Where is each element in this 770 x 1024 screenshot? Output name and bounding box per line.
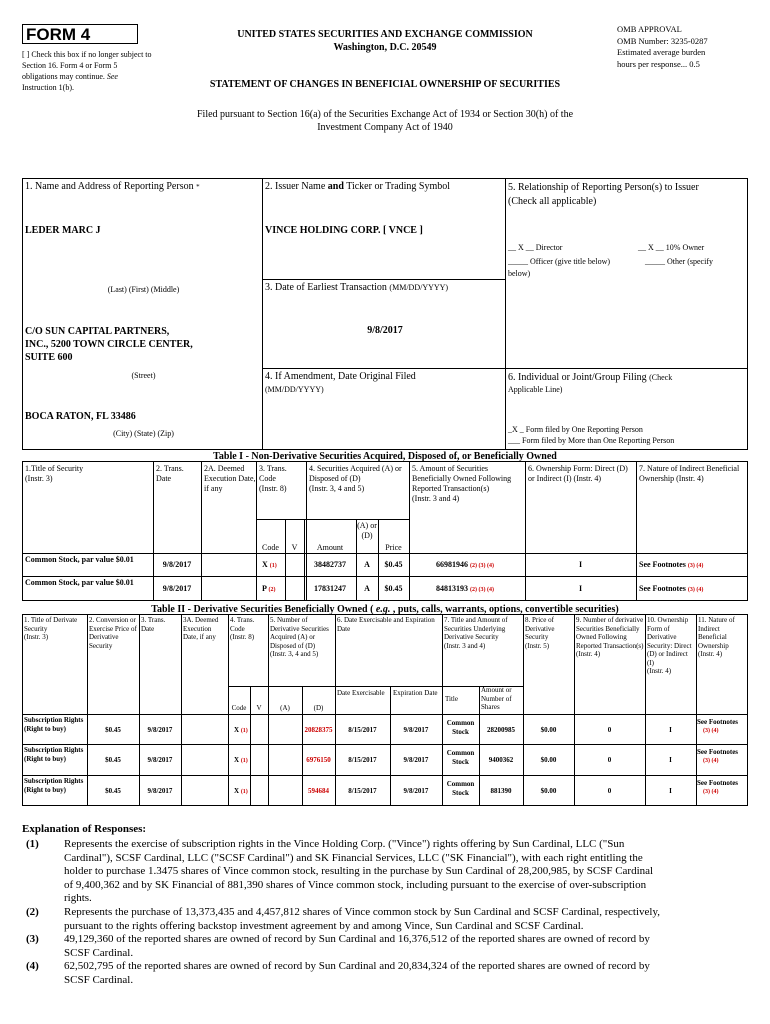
t2-h-conversion: 2. Conversion or Exercise Price of Derivative Security bbox=[89, 616, 137, 650]
t2-cell-price: $0.00 bbox=[540, 726, 557, 734]
t2-cell-disposed: 594684 bbox=[308, 787, 329, 795]
t2-sub-a: (A) bbox=[280, 704, 290, 712]
table-row bbox=[22, 776, 748, 806]
t2-cell-form: I bbox=[669, 787, 672, 795]
t2-h-underlying: 7. Title and Amount of Securities Underlying Derivative Security (Instr. 3 and 4) bbox=[444, 616, 508, 650]
t2-cell-code: X (1) bbox=[234, 787, 248, 795]
explanation-number: (2) bbox=[26, 905, 39, 918]
box1-label: 1. Name and Address of Reporting Person * bbox=[25, 181, 200, 192]
explanation-line: SCSF Cardinal. bbox=[64, 973, 134, 986]
explanation-line: 62,502,795 of the reported shares are owned of record by Sun Cardinal and 20,834,324 of the reported shares are owned of record by bbox=[64, 960, 650, 973]
explanation-line: rights. bbox=[64, 892, 92, 905]
t2-cell-code: X (1) bbox=[234, 726, 248, 734]
t2-h-owned: 9. Number of derivative Securities Beneficially Owned Following Reported Transaction(s) (Instr. 4) bbox=[576, 616, 644, 658]
name-parts-label: (Last) (First) (Middle) bbox=[107, 285, 180, 294]
t2-cell-code: X (1) bbox=[234, 756, 248, 764]
t1-h-nature: 7. Nature of Indirect Beneficial Ownership (Instr. 4) bbox=[639, 464, 740, 483]
explanation-item bbox=[22, 838, 748, 906]
street-label: (Street) bbox=[131, 371, 156, 380]
box4-label: 4. If Amendment, Date Original Filed bbox=[265, 371, 416, 382]
explanation-number: (4) bbox=[26, 960, 39, 973]
t1-sub-code: Code bbox=[262, 543, 279, 552]
t2-h-code: 4. Trans. Code (Instr. 8) bbox=[230, 616, 255, 641]
footnote-ref: (1) bbox=[240, 758, 248, 764]
t2-cell-title: Subscription Rights (Right to buy) bbox=[24, 777, 84, 794]
filed-pursuant: Filed pursuant to Section 16(a) of the Securities Exchange Act of 1934 or Section 30(h) of the Investment Company Act of 1940 bbox=[196, 109, 574, 133]
footnote-ref: (1) bbox=[240, 789, 248, 795]
explanation-line: holder to purchase 1.3475 shares of Vince common stock, resulting in the purchase by Sun Cardinal of 28,200,985, by SCSF Cardinal bbox=[64, 865, 654, 878]
t1-h-title: 1.Title of Security (Instr. 3) bbox=[25, 464, 84, 483]
t1-sub-price: Price bbox=[385, 543, 402, 552]
t2-cell-ed: 9/8/2017 bbox=[403, 787, 429, 795]
earliest-transaction-date: 9/8/2017 bbox=[367, 325, 403, 336]
filing-individual-option: _X _ Form filed by One Reporting Person bbox=[508, 425, 643, 434]
reporting-person-section bbox=[22, 178, 748, 450]
other-checkbox: _____ Other (specify bbox=[645, 257, 713, 266]
explanation-number: (3) bbox=[26, 933, 39, 946]
issuer-name: VINCE HOLDING CORP. [ VNCE ] bbox=[265, 225, 423, 236]
t2-sub-d: (D) bbox=[313, 704, 324, 712]
other-below: below) bbox=[508, 269, 531, 278]
t1-h-ownership: 6. Ownership Form: Direct (D) or Indirect (I) (Instr. 4) bbox=[528, 464, 628, 483]
explanation-list bbox=[22, 838, 748, 988]
t1-h-acquired: 4. Securities Acquired (A) or Disposed of (D) (Instr. 3, 4 and 5) bbox=[309, 464, 402, 493]
box5-label: 5. Relationship of Reporting Person(s) to Issuer (Check all applicable) bbox=[508, 182, 699, 207]
t1-h-date: 2. Trans. Date bbox=[156, 464, 184, 483]
explanation-line: Cardinal"), SCSF Cardinal, LLC ("SCSF Cardinal") and SK Financial Services, LLC ("SK Financial"), with each right entitling the bbox=[64, 851, 643, 864]
t2-sub-date-exercisable: Date Exercisable bbox=[337, 689, 385, 697]
t2-cell-uamt: 28200985 bbox=[487, 726, 515, 734]
t2-cell-title: Subscription Rights (Right to buy) bbox=[24, 746, 84, 763]
t1-sub-amount: Amount bbox=[316, 543, 344, 552]
t2-cell-form: I bbox=[669, 726, 672, 734]
explanation-line: 49,129,360 of the reported shares are owned of record by Sun Cardinal and 16,376,512 of the reported shares are owned of record by bbox=[64, 933, 650, 946]
footnote-ref: (3) (4) bbox=[703, 727, 719, 734]
t1-sub-aord: (A) or (D) bbox=[357, 521, 377, 540]
explanation-line: Represents the purchase of 13,373,435 and 4,457,812 shares of Vince common stock by Sun Cardinal and SCSF Cardinal, respectively, bbox=[64, 905, 660, 918]
t2-cell-owned: 0 bbox=[607, 787, 612, 795]
box4-format: (MM/DD/YYYY) bbox=[265, 385, 324, 394]
explanation-item bbox=[22, 933, 748, 960]
t2-cell-date: 9/8/2017 bbox=[147, 787, 173, 795]
t2-cell-conv: $0.45 bbox=[105, 787, 121, 795]
officer-checkbox: _____ Officer (give title below) bbox=[508, 257, 611, 266]
explanation-line: Represents the exercise of subscription rights in the Vince Holding Corp. ("Vince") rights offering by Sun Cardinal, LLC ("Sun bbox=[64, 838, 625, 850]
explanation-item bbox=[22, 960, 748, 987]
t2-sub-expiration: Expiration Date bbox=[393, 689, 438, 697]
table1-title: Table I - Non-Derivative Securities Acquired, Disposed of, or Beneficially Owned bbox=[213, 451, 557, 462]
t2-h-number: 5. Number of Derivative Securities Acquired (A) or Disposed of (D) (Instr. 3, 4 and 5) bbox=[270, 616, 329, 658]
filing-group-option: ___ Form filed by More than One Reporting Person bbox=[508, 436, 675, 445]
form-title: FORM 4 bbox=[26, 25, 91, 44]
t2-cell-uamt: 9400362 bbox=[488, 756, 514, 764]
t2-cell-disposed: 20828375 bbox=[304, 726, 333, 734]
t1-sub-v: V bbox=[291, 543, 298, 552]
table2-title: Table II - Derivative Securities Beneficially Owned ( e.g. , puts, calls, warrants, options, convertible securities) bbox=[151, 604, 619, 615]
t2-h-nature: 11. Nature of Indirect Beneficial Ownership (Instr. 4) bbox=[698, 616, 735, 658]
director-checkbox: __ X __ Director bbox=[508, 243, 563, 252]
t2-h-deemed: 3A. Deemed Execution Date, if any bbox=[183, 616, 219, 641]
explanation-line: of 9,400,362 and by SK Financial of 881,390 shares of Vince common stock, including pursuant to the exercise of over-subscription bbox=[64, 878, 647, 891]
t2-cell-owned: 0 bbox=[607, 726, 612, 734]
t2-cell-owned: 0 bbox=[607, 756, 612, 764]
t2-sub-v: V bbox=[256, 704, 262, 712]
t2-h-ownership: 10. Ownership Form of Derivative Security: Direct (D) or Indirect (I) (Instr. 4) bbox=[647, 616, 692, 675]
explanation-item bbox=[22, 906, 748, 933]
t2-cell-de: 8/15/2017 bbox=[348, 756, 377, 764]
checkbox-note: [ ] Check this box if no longer subject to Section 16. Form 4 or Form 5 obligations may continue. See Instruction 1(b). bbox=[22, 50, 152, 92]
t2-cell-utitle: Common Stock bbox=[446, 780, 475, 797]
box6-label: 6. Individual or Joint/Group Filing (Check bbox=[508, 372, 673, 383]
t1-h-code: 3. Trans. Code (Instr. 8) bbox=[259, 464, 287, 493]
explanation-number: (1) bbox=[26, 838, 39, 850]
box2-label: 2. Issuer Name and Ticker or Trading Symbol bbox=[265, 181, 451, 192]
t2-sub-title: Title bbox=[445, 695, 458, 703]
city-label: (City) (State) (Zip) bbox=[113, 429, 174, 438]
t2-cell-utitle: Common Stock bbox=[446, 749, 475, 766]
box6-label2: Applicable Line) bbox=[508, 385, 563, 394]
footnote-ref: (3) (4) bbox=[703, 757, 719, 764]
t1-h-amount: 5. Amount of Securities Beneficially Owned Following Reported Transaction(s) (Instr. 3 and 4) bbox=[412, 464, 512, 503]
t2-cell-title: Subscription Rights (Right to buy) bbox=[24, 716, 84, 733]
t2-cell-conv: $0.45 bbox=[105, 756, 121, 764]
t2-cell-de: 8/15/2017 bbox=[348, 787, 377, 795]
explanation-line: pursuant to the rights offering backstop investment agreement by and among Vince, Sun Cardinal and SCSF Cardinal. bbox=[64, 919, 584, 932]
t2-cell-conv: $0.45 bbox=[105, 726, 121, 734]
t2-h-date: 3. Trans. Date bbox=[141, 616, 166, 633]
t1-h-deemed: 2A. Deemed Execution Date, if any bbox=[204, 464, 256, 493]
agency-header: UNITED STATES SECURITIES AND EXCHANGE COMMISSION Washington, D.C. 20549 bbox=[237, 29, 533, 53]
t2-cell-date: 9/8/2017 bbox=[147, 726, 173, 734]
footnote-ref: (1) bbox=[240, 728, 248, 734]
table-row bbox=[22, 745, 748, 775]
t2-cell-utitle: Common Stock bbox=[446, 719, 475, 736]
table-row bbox=[22, 715, 748, 744]
explanation-line: SCSF Cardinal. bbox=[64, 946, 134, 959]
reporter-address: C/O SUN CAPITAL PARTNERS, INC., 5200 TOWN CIRCLE CENTER, SUITE 600 bbox=[25, 326, 193, 363]
t2-cell-ed: 9/8/2017 bbox=[403, 726, 429, 734]
statement-title: STATEMENT OF CHANGES IN BENEFICIAL OWNERSHIP OF SECURITIES bbox=[209, 79, 561, 90]
t2-cell-form: I bbox=[669, 756, 672, 764]
reporter-city: BOCA RATON, FL 33486 bbox=[25, 411, 136, 422]
t2-cell-uamt: 881390 bbox=[490, 787, 512, 795]
t2-cell-nature: See Footnotes (3) (4) bbox=[697, 748, 749, 765]
t2-cell-price: $0.00 bbox=[540, 756, 557, 764]
explanation-title: Explanation of Responses: bbox=[22, 823, 147, 835]
t2-cell-date: 9/8/2017 bbox=[147, 756, 173, 764]
form-title-box bbox=[22, 24, 138, 44]
t2-h-exercisable: 6. Date Exercisable and Expiration Date bbox=[337, 616, 435, 633]
t2-h-price: 8. Price of Derivative Security (Instr. 5) bbox=[525, 616, 555, 650]
ten-percent-owner-checkbox: __ X __ 10% Owner bbox=[638, 243, 705, 252]
t2-cell-ed: 9/8/2017 bbox=[403, 756, 429, 764]
t2-sub-amount: Amount or Number of Shares bbox=[481, 686, 512, 711]
t2-cell-nature: See Footnotes (3) (4) bbox=[697, 779, 749, 796]
reporter-name: LEDER MARC J bbox=[25, 225, 101, 236]
footnote-ref: (3) (4) bbox=[703, 788, 719, 795]
omb-approval: OMB APPROVAL OMB Number: 3235-0287 Estimated average burden hours per response... 0.5 bbox=[617, 24, 708, 69]
box3-label: 3. Date of Earliest Transaction (MM/DD/YYYY) bbox=[265, 282, 449, 293]
t2-cell-nature: See Footnotes (3) (4) bbox=[697, 718, 749, 735]
table-row: Common Stock, par value $0.01 9/8/2017 P (2) 17831247 A $0.45 84813193 (2) (3) (4) I See Footnotes (3) (4) bbox=[25, 578, 704, 593]
t2-sub-code: Code bbox=[231, 704, 247, 712]
t2-cell-de: 8/15/2017 bbox=[348, 726, 377, 734]
t2-h-title: 1. Title of Derivate Security (Instr. 3) bbox=[24, 616, 78, 641]
t2-cell-disposed: 6976150 bbox=[306, 756, 331, 764]
t2-cell-price: $0.00 bbox=[540, 787, 557, 795]
table-row: Common Stock, par value $0.01 9/8/2017 X (1) 38482737 A $0.45 66981946 (2) (3) (4) I See Footnotes (3) (4) bbox=[25, 555, 704, 569]
